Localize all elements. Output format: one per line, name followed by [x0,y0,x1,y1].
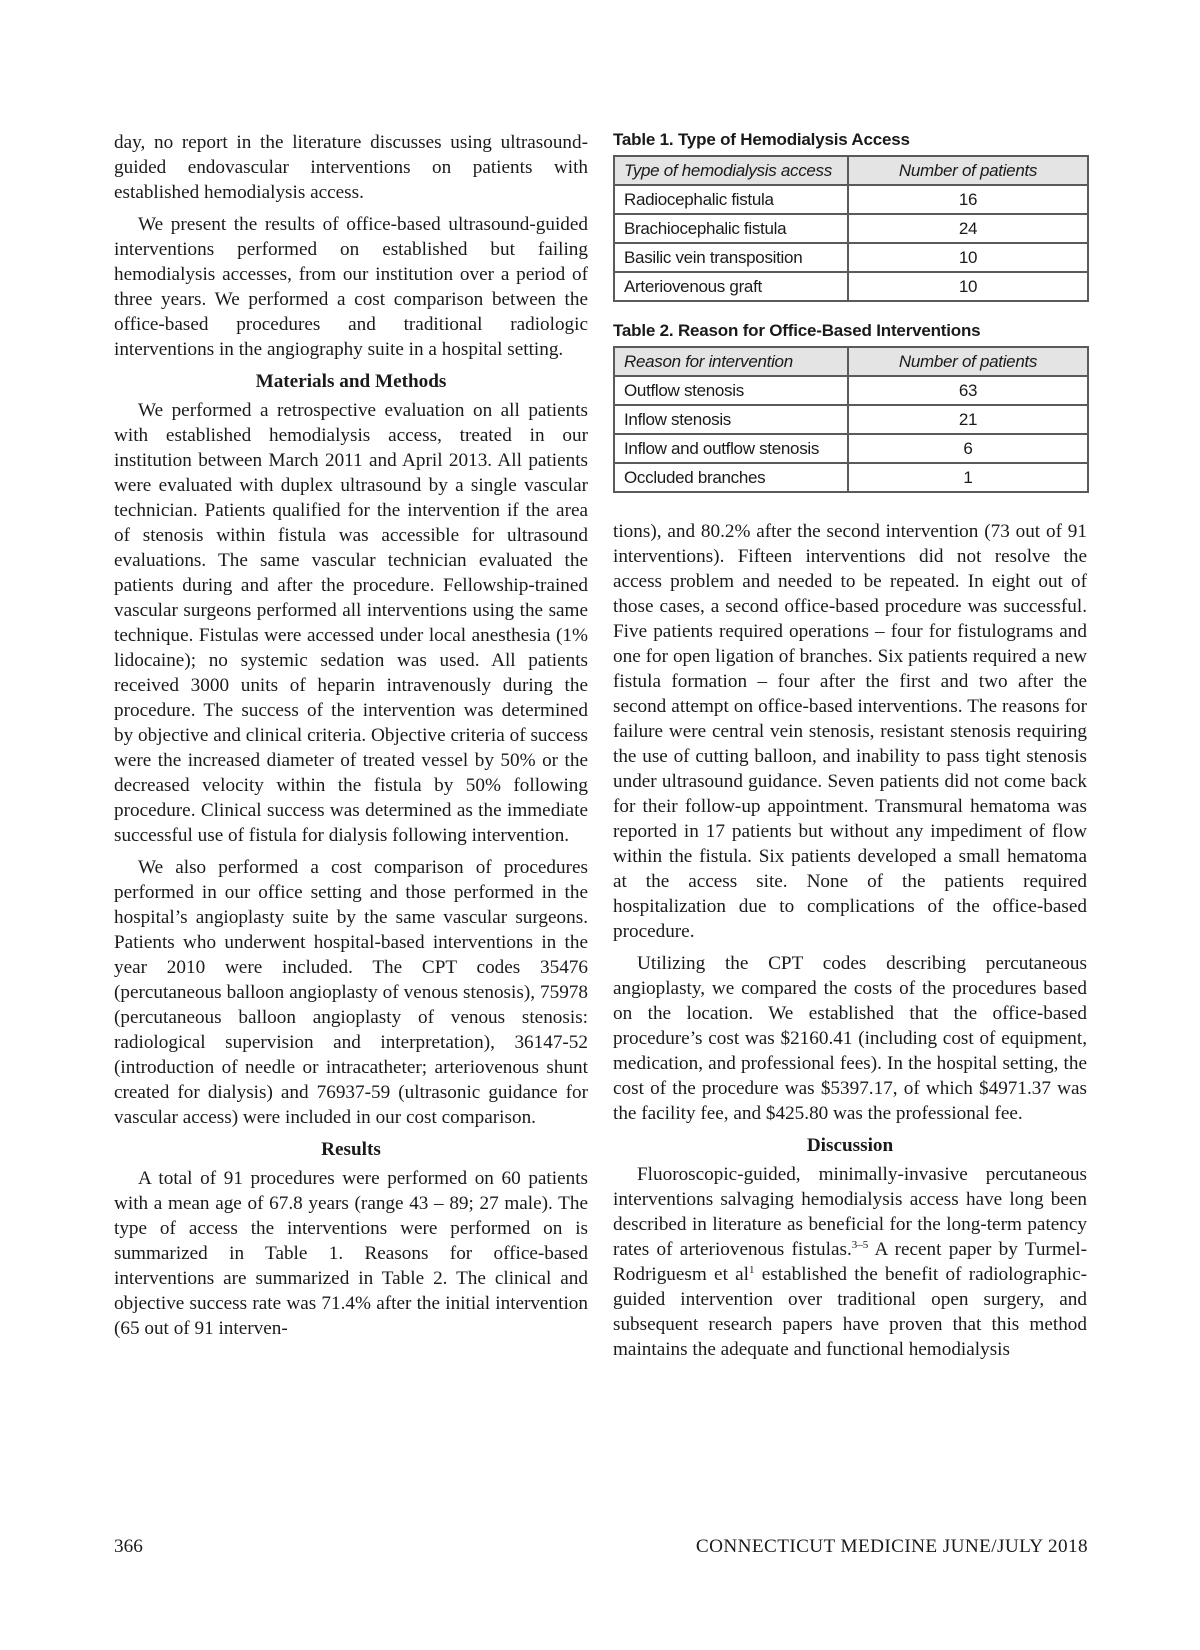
table-cell: Inflow stenosis [614,405,848,434]
right-column [613,130,1087,1369]
table-cell: 63 [848,376,1088,405]
section-heading-methods: Materials and Methods [255,371,447,392]
table-cell: 10 [848,272,1088,301]
citation-ref: 3–5 [851,1239,869,1251]
section-heading-results: Results [321,1139,381,1160]
section-heading-discussion: Discussion [806,1135,894,1156]
table-cell: Brachiocephalic fistula [614,214,848,243]
table-row [614,405,1088,434]
table-row [614,463,1088,492]
right-text-flow [613,519,1087,1362]
table-header-row [614,347,1088,376]
table-row [614,185,1088,214]
table-row [614,376,1088,405]
table-cell: 21 [848,405,1088,434]
paragraph: We also performed a cost comparison of procedures performed in our office setting and those performed in the hospital’s angioplasty suite by the same vascular surgeons. Patients who underwent hospital-based interventions in the year 2010 were included. The CPT codes 35476 (percutaneous balloon angioplasty of venous stenosis), 75978 (percutaneous balloon angioplasty of venous stenosis: radiological supervision and interpretation), 36147-52 (introduction of needle or intracatheter; arteriovenous shunt created for dialysis) and 76937-59 (ultrasonic guidance for vascular access) were included in our cost comparison. [114,857,588,1128]
table-cell: 6 [848,434,1088,463]
table-cell: Occluded branches [614,463,848,492]
citation-ref: 1 [749,1264,755,1276]
paragraph [613,1162,1087,1362]
table-cell: Radiocephalic fistula [614,185,848,214]
text-run: A recent paper by Turmel-Rodriguesm et al [613,1239,1087,1285]
table-header: Number of patients [848,156,1088,185]
page-number: 366 [114,1536,143,1557]
table-header: Reason for intervention [614,347,848,376]
paragraph: day, no report in the literature discusses using ultrasound-guided endovascular interventions on patients with established hemodialysis access. [114,132,588,203]
paragraph: We performed a retrospective evaluation on all patients with established hemodialysis access, treated in our institution between March 2011 and April 2013. All patients were evaluated with duplex ultrasound by a single vascular technician. Patients qualified for the intervention if the area of stenosis within fistula was accessible for ultrasound evaluations. The same vascular technician evaluated the patients during and after the procedure. Fellowship-trained vascular surgeons performed all interventions using the same technique. Fistulas were accessed under local anesthesia (1% lidocaine); no systemic sedation was used. All patients received 3000 units of heparin intravenously during the procedure. The success of the intervention was determined by objective and clinical criteria. Objective criteria of success were the increased diameter of treated vessel by 50% or the decreased velocity within the fistula by 50% following procedure. Clinical success was determined as the immediate successful use of fistula for dialysis following intervention. [114,400,588,846]
table-cell: 16 [848,185,1088,214]
table-cell: 1 [848,463,1088,492]
paragraph: Utilizing the CPT codes describing percutaneous angioplasty, we compared the costs of the procedures based on the location. We established that the office-based procedure’s cost was $2160.41 (including cost of equipment, medication, and professional fees). In the hospital setting, the cost of the procedure was $5397.17, of which $4971.37 was the facility fee, and $425.80 was the professional fee. [613,953,1087,1124]
table2-caption: Table 2. Reason for Office-Based Interventions [613,321,981,340]
table-cell: Basilic vein transposition [614,243,848,272]
text-run: Fluoroscopic-guided, minimally-invasive percutaneous interventions salvaging hemodialysis access have long been described in literature as beneficial for the long-term patency rates of arteriovenous fistulas. [613,1164,1087,1260]
paragraph: tions), and 80.2% after the second intervention (73 out of 91 interventions). Fifteen interventions did not resolve the access problem and needed to be repeated. In eight out of those cases, a second office-based procedure was successful. Five patients required operations – four for fistulograms and one for open ligation of branches. Six patients required a new fistula formation – four after the first and two after the second attempt on office-based interventions. The reasons for failure were central vein stenosis, resistant stenosis requiring the use of cutting balloon, and inability to pass tight stenosis under ultrasound guidance. Seven patients did not come back for their follow-up appointment. Transmural hematoma was reported in 17 patients but without any impediment of flow within the fistula. Six patients developed a small hematoma at the access site. None of the patients required hospitalization due to complications of the office-based procedure. [613,521,1087,942]
table1 [613,155,1089,302]
table-row [614,243,1088,272]
table-cell: Arteriovenous graft [614,272,848,301]
table-cell: 24 [848,214,1088,243]
table-header: Type of hemodialysis access [614,156,848,185]
table2 [613,346,1089,493]
table-cell: Outflow stenosis [614,376,848,405]
text-run: established the benefit of radiolographic-guided intervention over traditional open surgery, and subsequent research papers have proven that this method maintains the adequate and functional hemodialysis [613,1264,1088,1360]
table-header-row [614,156,1088,185]
table-row [614,434,1088,463]
left-column [114,130,588,1348]
table-header: Number of patients [848,347,1088,376]
table-cell: Inflow and outflow stenosis [614,434,848,463]
paragraph: We present the results of office-based ultrasound-guided interventions performed on established but failing hemodialysis accesses, from our institution over a period of three years. We performed a cost comparison between the office-based procedures and traditional radiologic interventions in the angiography suite in a hospital setting. [114,214,588,360]
paragraph: A total of 91 procedures were performed on 60 patients with a mean age of 67.8 years (range 43 – 89; 27 male). The type of access the interventions were performed on is summarized in Table 1. Reasons for office-based interventions are summarized in Table 2. The clinical and objective success rate was 71.4% after the initial intervention (65 out of 91 interven- [114,1168,588,1339]
table1-caption: Table 1. Type of Hemodialysis Access [613,130,910,149]
table-cell: 10 [848,243,1088,272]
journal-footer: CONNECTICUT MEDICINE JUNE/JULY 2018 [695,1536,1088,1557]
table-row [614,272,1088,301]
table-row [614,214,1088,243]
